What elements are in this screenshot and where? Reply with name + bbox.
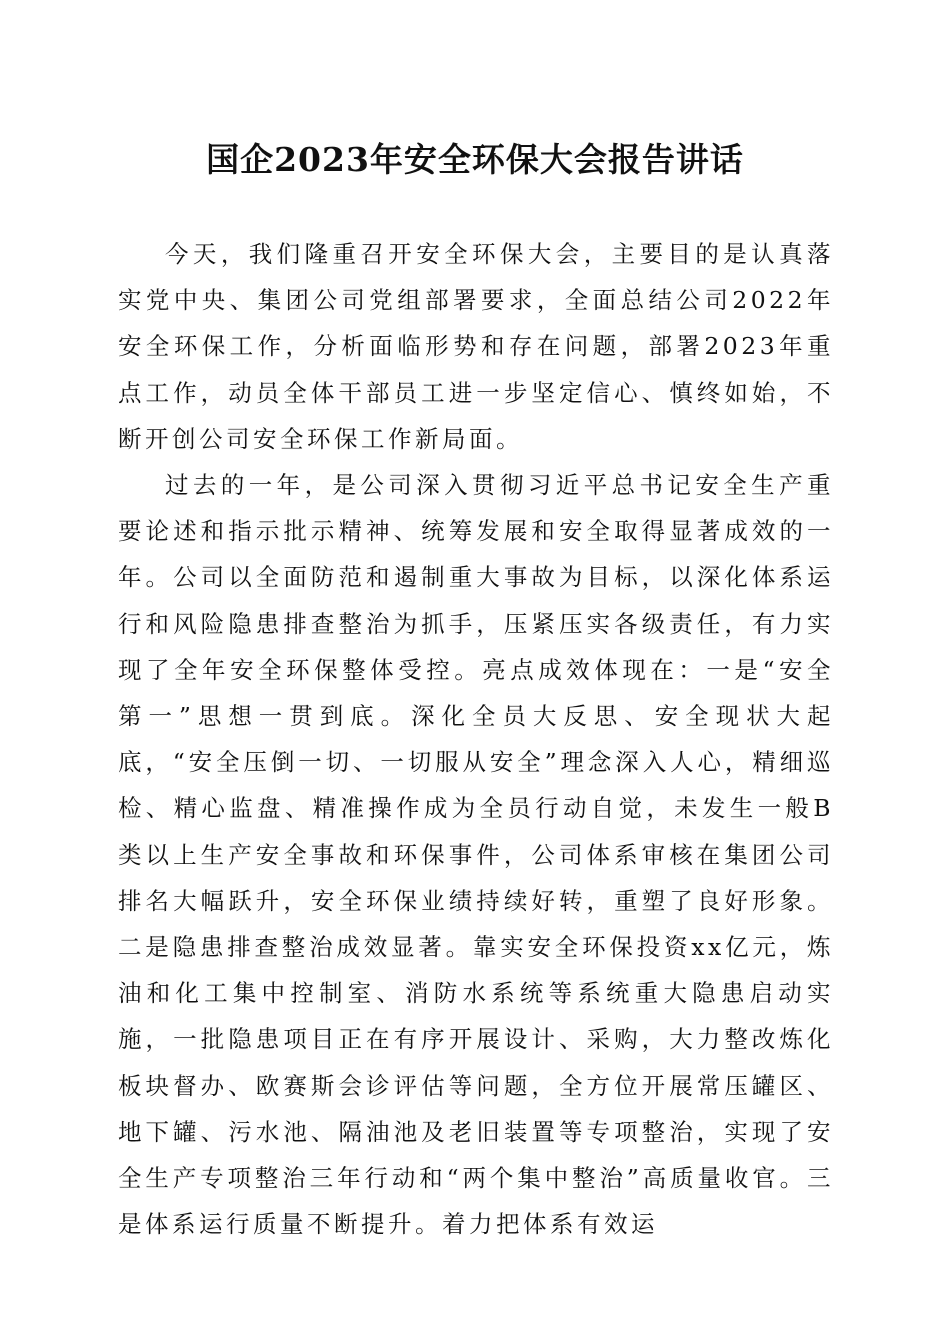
paragraph-intro: 今天，我们隆重召开安全环保大会，主要目的是认真落实党中央、集团公司党组部署要求，全面总结公司2022年安全环保工作，分析面临形势和存在问题，部署2023年重点工作，动员全体干部员工进一步坚定信心、慎终如始，不断开创公司安全环保工作新局面。 bbox=[118, 240, 834, 453]
document-body bbox=[118, 231, 834, 1247]
paragraph-review: 过去的一年，是公司深入贯彻习近平总书记安全生产重要论述和指示批示精神、统筹发展和安全取得显著成效的一年。公司以全面防范和遏制重大事故为目标，以深化体系运行和风险隐患排查整治为抓手，压紧压实各级责任，有力实现了全年安全环保整体受控。亮点成效体现在：一是“安全第一”思想一贯到底。深化全员大反思、安全现状大起底，“安全压倒一切、一切服从安全”理念深入人心，精细巡检、精心监盘、精准操作成为全员行动自觉，未发生一般B类以上生产安全事故和环保事件，公司体系审核在集团公司排名大幅跃升，安全环保业绩持续好转，重塑了良好形象。二是隐患排查整治成效显著。靠实安全环保投资xx亿元，炼油和化工集中控制室、消防水系统等系统重大隐患启动实施，一批隐患项目正在有序开展设计、采购，大力整改炼化板块督办、欧赛斯会诊评估等问题，全方位开展常压罐区、地下罐、污水池、隔油池及老旧装置等专项整治，实现了安全生产专项整治三年行动和“两个集中整治”高质量收官。三是体系运行质量不断提升。着力把体系有效运 bbox=[118, 471, 834, 1239]
document-title: 国企2023年安全环保大会报告讲话 bbox=[206, 140, 744, 179]
